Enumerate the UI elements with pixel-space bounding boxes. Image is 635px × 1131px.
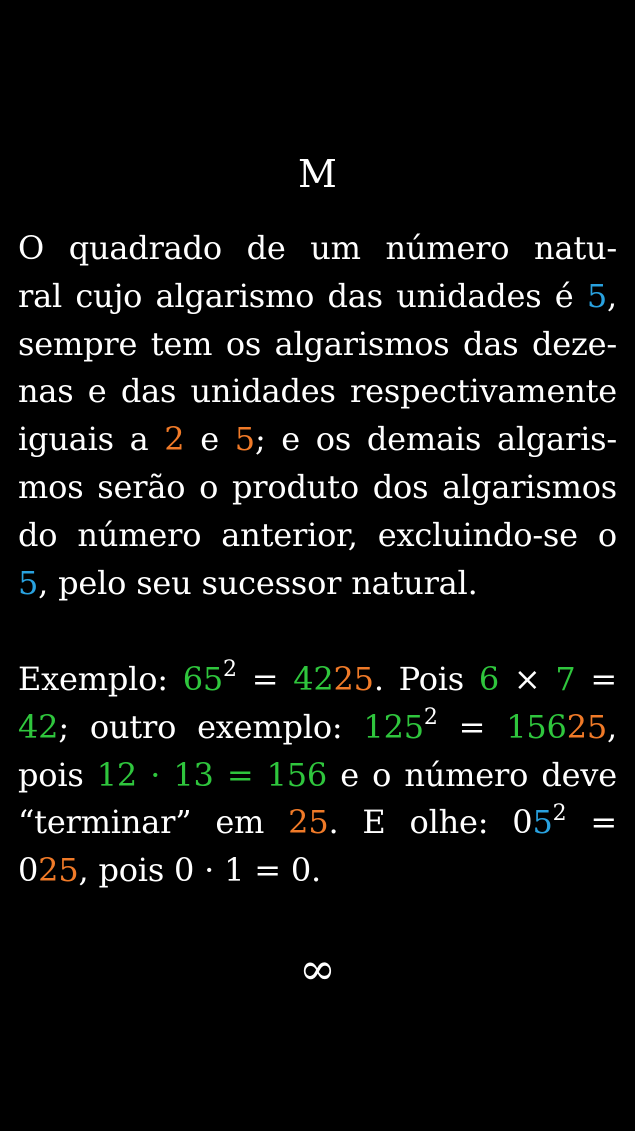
text-segment: do número anterior, excluindo-se o (18, 515, 617, 554)
text-segment: e o número deve (327, 755, 617, 794)
highlight-number: 42 (18, 707, 59, 746)
text-segment: , (607, 276, 617, 315)
text-segment: nas e das unidades respectivamente (18, 372, 617, 411)
text-segment: = (575, 660, 618, 698)
highlight-number: 42 (293, 660, 334, 698)
text-line (18, 752, 617, 800)
highlight-number: 156 (506, 707, 567, 746)
highlight-digit: 5 (532, 803, 553, 842)
text-segment: sempre tem os algarismos das deze- (18, 324, 617, 363)
infinity-symbol: ∞ (299, 944, 336, 995)
text-segment: e (184, 420, 235, 459)
paragraph-rule (18, 225, 617, 607)
text-segment: . E olhe: 0 (328, 803, 533, 842)
text-segment: . Pois (373, 660, 479, 698)
highlight-number: 25 (38, 851, 79, 890)
text-line (18, 656, 617, 704)
text-segment: Exemplo: (18, 660, 183, 698)
exponent: 2 (552, 800, 567, 826)
highlight-digit: 5 (234, 420, 255, 459)
text-segment: ; outro exemplo: (58, 707, 364, 746)
highlight-number: 25 (566, 707, 608, 746)
text-segment: = (437, 707, 507, 746)
text-segment: = (236, 660, 294, 698)
text-line (18, 416, 617, 464)
text-segment: mos serão o produto dos algarismos (18, 467, 617, 506)
highlight-number: 65 (182, 660, 224, 698)
text-line (18, 560, 617, 608)
text-line (18, 321, 617, 369)
text-segment: , (607, 707, 617, 746)
exponent: 2 (423, 705, 438, 731)
highlight-digit: 5 (18, 563, 39, 602)
page-heading: M (298, 152, 337, 196)
text-segment: ; e os demais algaris- (254, 420, 617, 459)
text-segment: 0 (18, 851, 39, 890)
text-segment: ral cujo algarismo das unidades é (18, 276, 587, 315)
text-segment: , pois 0 · 1 = 0. (78, 851, 321, 890)
text-line (18, 368, 617, 416)
text-segment: “terminar” em (18, 803, 289, 842)
highlight-number: 7 (555, 660, 576, 698)
exponent: 2 (223, 657, 237, 683)
text-line (18, 799, 617, 847)
highlight-number: 6 (478, 660, 500, 698)
text-segment: iguais a (18, 420, 165, 459)
highlight-number: 25 (333, 660, 374, 698)
highlight-digit: 2 (164, 420, 185, 459)
text-segment: = (566, 803, 617, 842)
highlight-number: 125 (363, 707, 424, 746)
highlight-number: 12 · 13 = 156 (96, 755, 328, 794)
text-line (18, 512, 617, 560)
text-segment: O quadrado de um número natu- (18, 229, 617, 267)
text-segment: pois (18, 755, 97, 794)
paragraph-examples (18, 656, 617, 895)
highlight-number: 25 (288, 803, 329, 842)
text-line (18, 225, 617, 273)
text-line (18, 273, 617, 321)
text-segment: , pelo seu sucessor natural. (38, 563, 478, 602)
text-segment: × (499, 660, 556, 698)
text-line (18, 847, 617, 895)
text-line (18, 464, 617, 512)
text-line (18, 704, 617, 752)
document-page (18, 0, 617, 1131)
highlight-digit: 5 (586, 276, 608, 315)
